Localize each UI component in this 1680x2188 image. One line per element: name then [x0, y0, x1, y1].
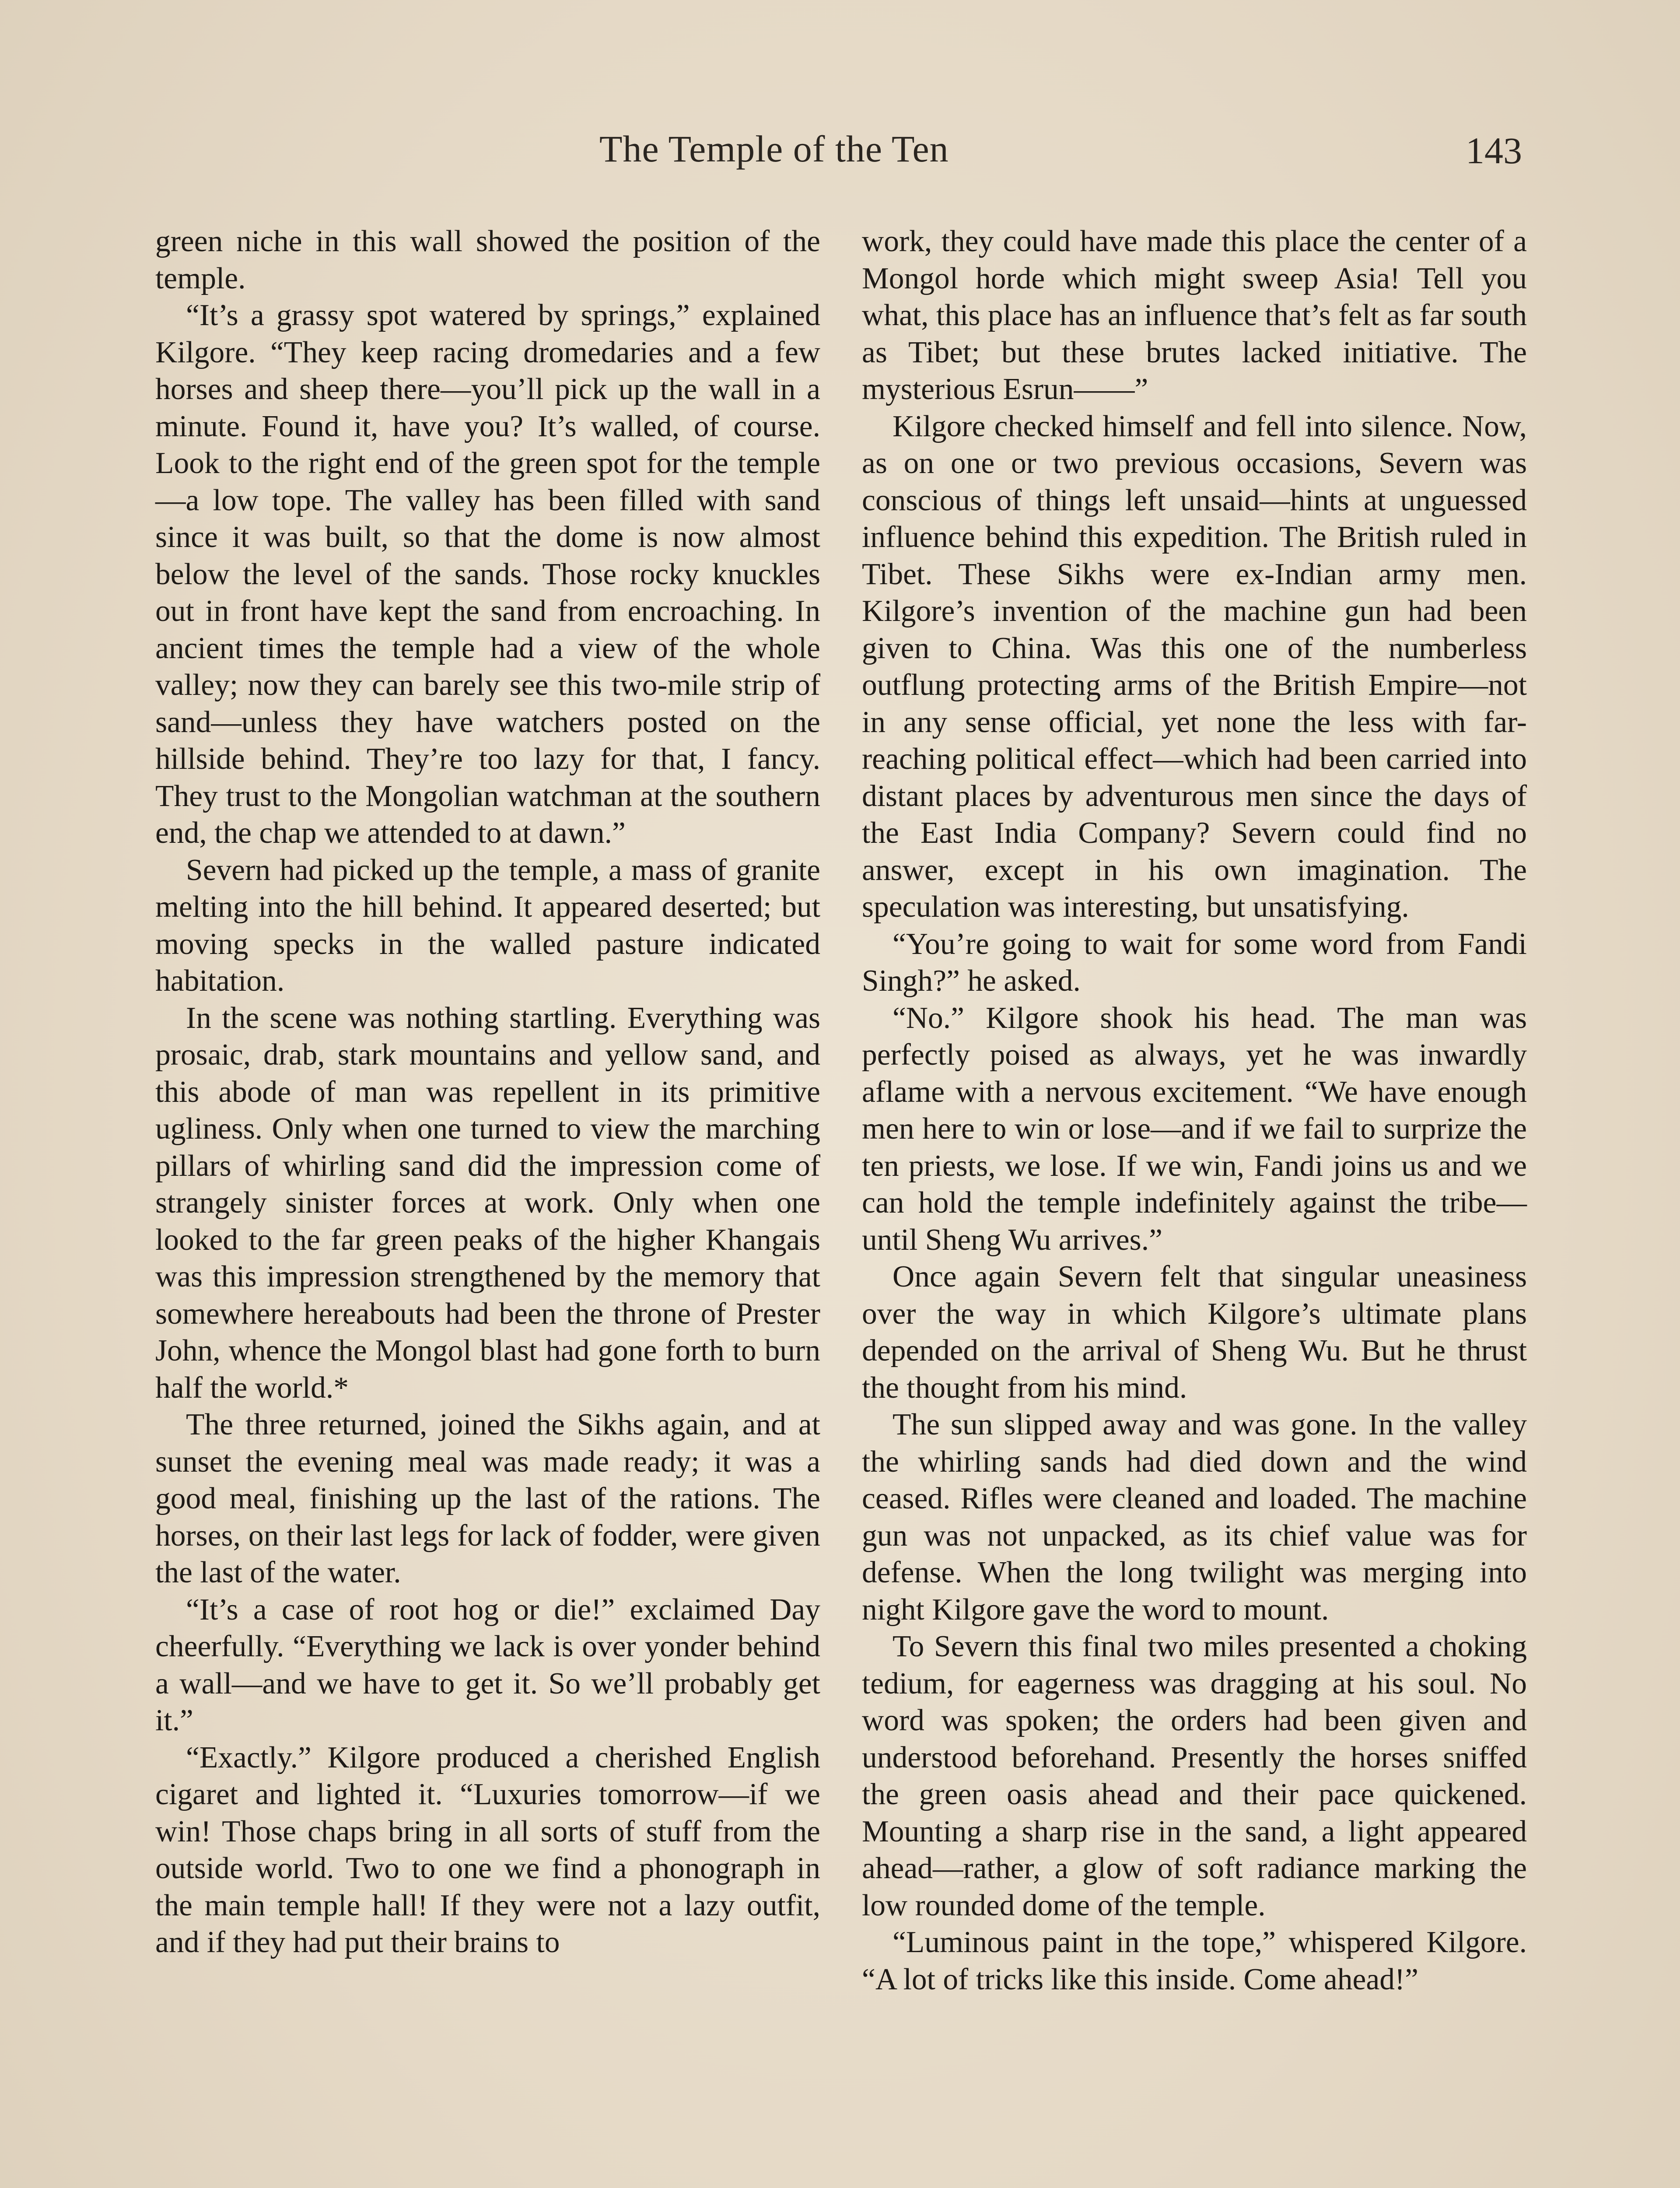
paragraph: “It’s a case of root hog or die!” exclaimed Day cheerfully. “Everything we lack is over yonder behind a wall—and we have to get it. So we’ll probably get it.” — [155, 1592, 820, 1737]
paragraph: Once again Severn felt that singular uneasiness over the way in which Kilgore’s ultimate plans depended on the arrival of Sheng Wu. But he thrust the thought from his mind. — [862, 1260, 1527, 1405]
paragraph: “It’s a grassy spot watered by springs,” explained Kilgore. “They keep racing dromedaries and a few horses and sheep there—you’ll pick up the wall in a minute. Found it, have you? It’s walled, of course. Look to the right end of the green spot for the temple—a low tope. The valley has been filled with sand since it was built, so that the dome is now almost below the level of the sands. Those rocky knuckles out in front have kept the sand from encroaching. In ancient times the temple had a view of the whole valley; now they can barely see this two-mile strip of sand—unless they have watchers posted on the hillside behind. They’re too lazy for that, I fancy. They trust to the Mongolian watchman at the southern end, the chap we attended to at dawn.” — [155, 298, 820, 850]
left-column — [155, 223, 820, 1961]
running-title: The Temple of the Ten — [599, 128, 949, 170]
paragraph: “Exactly.” Kilgore produced a cherished English cigaret and lighted it. “Luxuries tomorrow—if we win! Those chaps bring in all sorts of stuff from the outside world. Two to one we find a phonograph in the main temple hall! If they were not a lazy outfit, and if they had put their brains to — [155, 1740, 820, 1959]
paragraph: green niche in this wall showed the position of the temple. — [155, 224, 820, 295]
paragraph: “No.” Kilgore shook his head. The man was perfectly poised as always, yet he was inwardly aflame with a nervous excitement. “We have enough men here to win or lose—and if we fail to surprize the ten priests, we lose. If we win, Fandi joins us and we can hold the temple indefinitely against the tribe—until Sheng Wu arrives.” — [862, 1001, 1527, 1257]
paragraph: “You’re going to wait for some word from Fandi Singh?” he asked. — [862, 927, 1527, 998]
page-header — [0, 127, 1680, 179]
right-column — [862, 223, 1527, 1998]
paragraph: Severn had picked up the temple, a mass of granite melting into the hill behind. It appeared deserted; but moving specks in the walled pasture indicated habitation. — [155, 853, 820, 998]
paragraph: The sun slipped away and was gone. In the valley the whirling sands had died down and the wind ceased. Rifles were cleaned and loaded. The machine gun was not unpacked, as its chief value was for defense. When the long twilight was merging into night Kilgore gave the word to mount. — [862, 1408, 1527, 1627]
paragraph: In the scene was nothing startling. Everything was prosaic, drab, stark mountains and yellow sand, and this abode of man was repellent in its primitive ugliness. Only when one turned to view the marching pillars of whirling sand did the impression come of strangely sinister forces at work. Only when one looked to the far green peaks of the higher Khangais was this impression strengthened by the memory that somewhere hereabouts had been the throne of Prester John, whence the Mongol blast had gone forth to burn half the world.* — [155, 1001, 820, 1405]
paragraph: To Severn this final two miles presented a choking tedium, for eagerness was dragging at his soul. No word was spoken; the orders had been given and understood beforehand. Presently the horses sniffed the green oasis ahead and their pace quickened. Mounting a sharp rise in the sand, a light appeared ahead—rather, a glow of soft radiance marking the low rounded dome of the temple. — [862, 1630, 1527, 1922]
page-number: 143 — [1466, 130, 1522, 172]
paragraph: work, they could have made this place the center of a Mongol horde which might sweep Asia! Tell you what, this place has an influence that’s felt as far south as Tibet; but these brutes lacked initiative. The mysterious Esrun——” — [862, 224, 1527, 406]
paragraph: “Luminous paint in the tope,” whispered Kilgore. “A lot of tricks like this inside. Come ahead!” — [862, 1925, 1527, 1996]
paragraph: The three returned, joined the Sikhs again, and at sunset the evening meal was made ready; it was a good meal, finishing up the last of the rations. The horses, on their last legs for lack of fodder, were given the last of the water. — [155, 1408, 820, 1589]
paragraph: Kilgore checked himself and fell into silence. Now, as on one or two previous occasions, Severn was conscious of things left unsaid—hints at unguessed influence behind this expedition. The British ruled in Tibet. These Sikhs were ex-Indian army men. Kilgore’s invention of the machine gun had been given to China. Was this one of the numberless outflung protecting arms of the British Empire—not in any sense official, yet none the less with far-reaching political effect—which had been carried into distant places by adventurous men since the days of the East India Company? Severn could find no answer, except in his own imagination. The speculation was interesting, but unsatisfying. — [862, 409, 1527, 924]
